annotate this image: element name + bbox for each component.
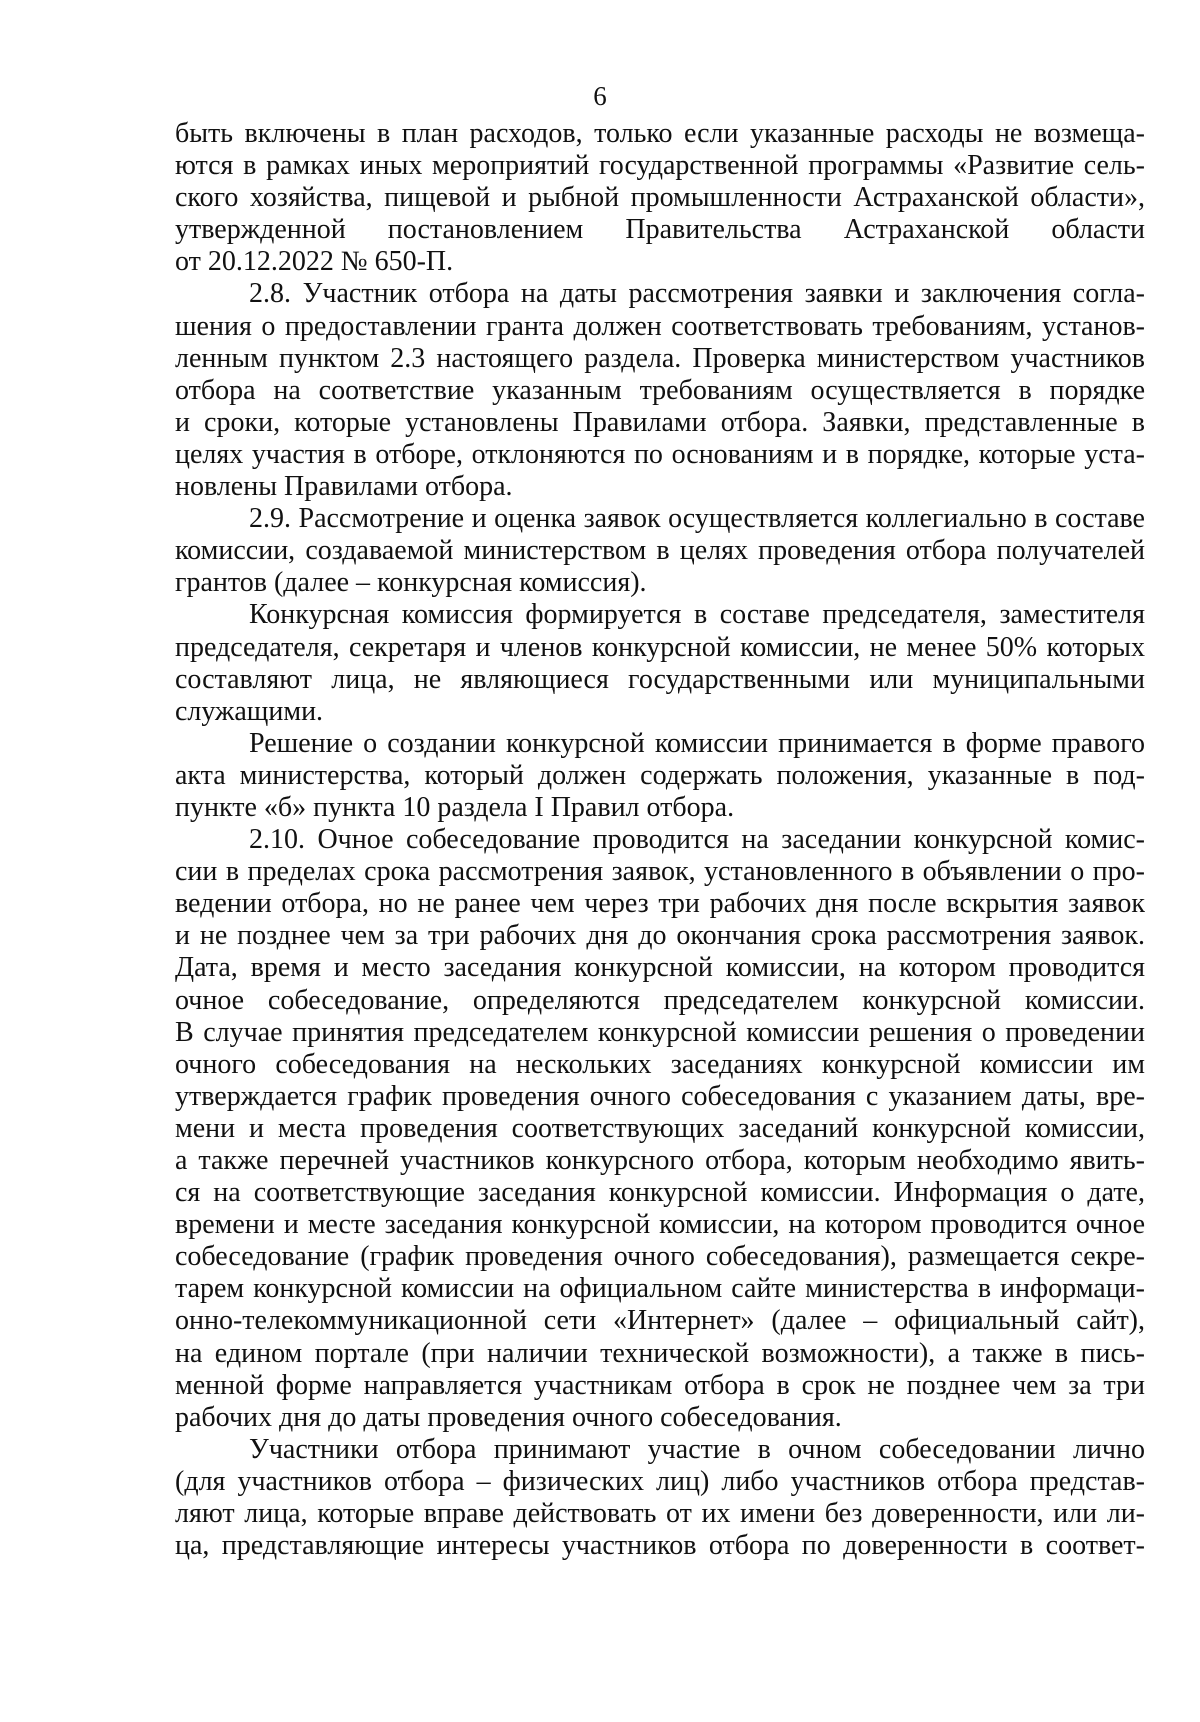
text-line: собеседование (график проведения очного собеседования), размещается секре- xyxy=(175,1241,1145,1273)
text-line: очное собеседование, определяются председателем конкурсной комиссии. xyxy=(175,984,1145,1016)
text-line: 2.8. Участник отбора на даты рассмотрения заявки и заключения согла- xyxy=(249,278,1145,310)
document-body xyxy=(175,118,1145,1562)
text-line: и сроки, которые установлены Правилами отбора. Заявки, представленные в xyxy=(175,406,1145,438)
text-line: очного собеседования на нескольких заседаниях конкурсной комиссии им xyxy=(175,1048,1145,1080)
text-line: онно-телекоммуникационной сети «Интернет» (далее – официальный сайт), xyxy=(175,1305,1145,1337)
text-line: времени и месте заседания конкурсной комиссии, на котором проводится очное xyxy=(175,1209,1145,1241)
text-line: служащими. xyxy=(175,695,324,727)
text-line: ленным пунктом 2.3 настоящего раздела. Проверка министерством участников xyxy=(175,342,1145,374)
paragraph-p-participants xyxy=(175,1434,1145,1562)
paragraph-p-commission-composition xyxy=(175,599,1145,727)
text-line: составляют лица, не являющиеся государственными или муниципальными xyxy=(175,663,1145,695)
text-line: 2.10. Очное собеседование проводится на заседании конкурсной комис- xyxy=(249,824,1145,856)
text-line: ведении отбора, но не ранее чем через три рабочих дня после вскрытия заявок xyxy=(175,888,1145,920)
text-line: шения о предоставлении гранта должен соответствовать требованиям, установ- xyxy=(175,310,1145,342)
text-line: и не позднее чем за три рабочих дня до окончания срока рассмотрения заявок. xyxy=(175,920,1145,952)
page-number: 6 xyxy=(593,81,607,111)
text-line: ца, представляющие интересы участников отбора по доверенности в соответ- xyxy=(175,1530,1145,1562)
text-line: тарем конкурсной комиссии на официальном сайте министерства в информаци- xyxy=(175,1273,1145,1305)
text-line: Конкурсная комиссия формируется в составе председателя, заместителя xyxy=(249,599,1145,631)
text-line: пункте «б» пункта 10 раздела I Правил отбора. xyxy=(175,791,735,823)
text-line: а также перечней участников конкурсного отбора, которым необходимо явить- xyxy=(175,1145,1145,1176)
text-line: ского хозяйства, пищевой и рыбной промышленности Астраханской области», xyxy=(175,182,1145,214)
text-line: 2.9. Рассмотрение и оценка заявок осуществляется коллегиально в составе xyxy=(249,503,1145,535)
paragraph-p-commission-decision xyxy=(175,728,1145,824)
paragraph-p-2-9 xyxy=(175,503,1145,599)
text-line: менной форме направляется участникам отбора в срок не позднее чем за три xyxy=(175,1369,1145,1401)
text-line: сии в пределах срока рассмотрения заявок, установленного в объявлении о про- xyxy=(175,856,1145,888)
text-line: утвержденной постановлением Правительства Астраханской области xyxy=(175,214,1145,246)
text-line: ляют лица, которые вправе действовать от их имени без доверенности, или ли- xyxy=(175,1498,1145,1530)
text-line: утверждается график проведения очного собеседования с указанием даты, вре- xyxy=(175,1080,1145,1112)
text-line: рабочих дня до даты проведения очного собеседования. xyxy=(175,1401,842,1433)
text-line: акта министерства, который должен содержать положения, указанные в под- xyxy=(175,759,1145,791)
text-line: на едином портале (при наличии технической возможности), а также в пись- xyxy=(175,1337,1145,1369)
text-line: Решение о создании конкурсной комиссии принимается в форме правого xyxy=(249,727,1145,759)
text-line: ся на соответствующие заседания конкурсной комиссии. Информация о дате, xyxy=(175,1177,1145,1209)
paragraph-p-2-10 xyxy=(175,824,1145,1434)
text-line: (для участников отбора – физических лиц) либо участников отбора представ- xyxy=(175,1465,1145,1497)
text-line: новлены Правилами отбора. xyxy=(175,471,513,503)
text-line: быть включены в план расходов, только если указанные расходы не возмеща- xyxy=(175,118,1145,149)
text-line: отбора на соответствие указанным требованиям осуществляется в порядке xyxy=(175,374,1145,406)
text-line: ются в рамках иных мероприятий государственной программы «Развитие сель- xyxy=(175,150,1145,182)
text-line: от 20.12.2022 № 650-П. xyxy=(175,246,454,278)
paragraph-p-2-8 xyxy=(175,278,1145,503)
text-line: комиссии, создаваемой министерством в целях проведения отбора получателей xyxy=(175,535,1145,567)
text-line: грантов (далее – конкурсная комиссия). xyxy=(175,567,647,599)
paragraph-p-continuation xyxy=(175,118,1145,278)
text-line: мени и места проведения соответствующих заседаний конкурсной комиссии, xyxy=(175,1112,1145,1144)
text-line: председателя, секретаря и членов конкурсной комиссии, не менее 50% которых xyxy=(175,631,1145,663)
text-line: целях участия в отборе, отклоняются по основаниям и в порядке, которые уста- xyxy=(175,438,1145,470)
text-line: В случае принятия председателем конкурсной комиссии решения о проведении xyxy=(175,1016,1145,1048)
text-line: Дата, время и место заседания конкурсной комиссии, на котором проводится xyxy=(175,952,1145,984)
text-line: Участники отбора принимают участие в очном собеседовании лично xyxy=(249,1433,1145,1465)
